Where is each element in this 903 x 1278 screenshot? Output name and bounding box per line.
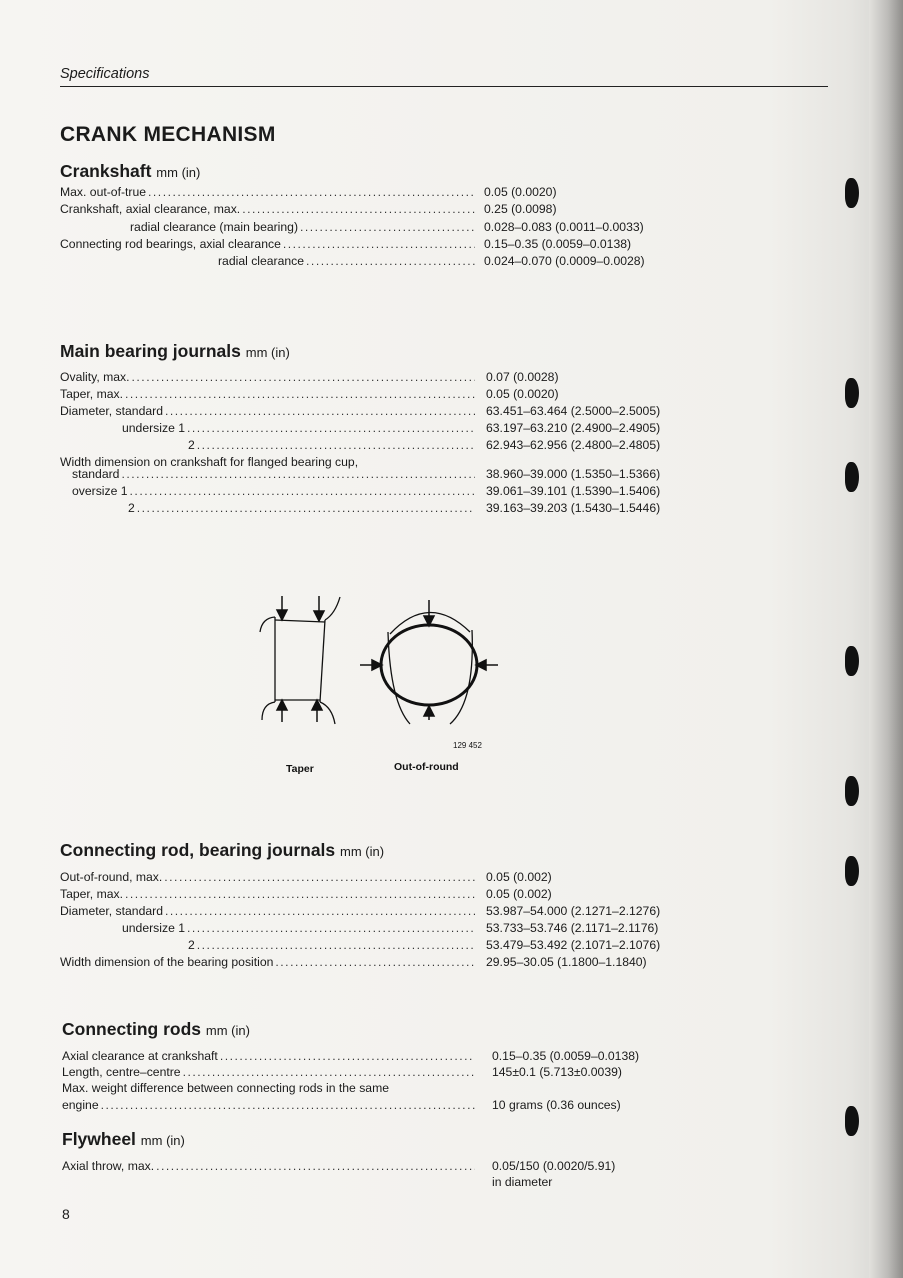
spec-row: 2 ..... <box>188 437 475 453</box>
spec-value: 0.15–0.35 (0.0059–0.0138) <box>484 237 632 251</box>
spec-value: 0.05 (0.0020) <box>484 185 557 199</box>
spec-value: 53.987–54.000 (2.1271–2.1276) <box>486 904 661 918</box>
spec-value: 0.05 (0.002) <box>486 870 552 884</box>
spec-value: 0.024–0.070 (0.0009–0.0028) <box>484 254 645 268</box>
conrods-heading: Connecting rods mm (in) <box>62 1019 250 1039</box>
spec-row: Taper, max. ..... <box>60 386 475 402</box>
binder-hole <box>845 378 859 408</box>
spec-row: Max. out-of-true ..... <box>60 184 475 200</box>
spec-row: Taper, max. ..... <box>60 886 475 902</box>
spec-value: 0.15–0.35 (0.0059–0.0138) <box>492 1049 640 1063</box>
taper-label: Taper <box>286 763 314 775</box>
binder-hole <box>845 776 859 806</box>
weight-heading: Max. weight difference between connecting rods in the same <box>62 1081 389 1095</box>
spec-value: 0.05/150 (0.0020/5.91) <box>492 1159 616 1173</box>
flywheel-heading: Flywheel mm (in) <box>62 1129 185 1149</box>
out-of-round-label: Out-of-round <box>394 761 459 773</box>
spec-row: Width dimension of the bearing position ..... <box>60 954 475 970</box>
spec-value: 10 grams (0.36 ounces) <box>492 1098 621 1112</box>
crankshaft-heading: Crankshaft mm (in) <box>60 161 201 181</box>
binder-hole <box>845 178 859 208</box>
spec-value: 0.05 (0.0020) <box>486 387 559 401</box>
spec-value: 63.197–63.210 (2.4900–2.4905) <box>486 421 661 435</box>
spec-row: 2 ..... <box>128 500 475 516</box>
spec-value: 0.25 (0.0098) <box>484 202 557 216</box>
spec-value: 29.95–30.05 (1.1800–1.1840) <box>486 955 647 969</box>
spec-value: 0.028–0.083 (0.0011–0.0033) <box>484 220 644 234</box>
spec-value: 53.733–53.746 (2.1171–2.1176) <box>486 921 659 935</box>
spec-row: Axial clearance at crankshaft ..... <box>62 1048 475 1064</box>
spec-row: engine ..... <box>62 1097 475 1113</box>
spec-value: 0.07 (0.0028) <box>486 370 559 384</box>
spec-row: oversize 1 ..... <box>72 483 475 499</box>
spec-value: 62.943–62.956 (2.4800–2.4805) <box>486 438 661 452</box>
spec-value: 39.061–39.101 (1.5390–1.5406) <box>486 484 661 498</box>
spec-row: radial clearance (main bearing) ..... <box>130 219 475 235</box>
page-title: CRANK MECHANISM <box>60 123 276 146</box>
spec-value: 38.960–39.000 (1.5350–1.5366) <box>486 467 661 481</box>
width-heading: Width dimension on crankshaft for flanged bearing cup, <box>60 455 359 469</box>
binder-hole <box>845 646 859 676</box>
main-bearing-heading: Main bearing journals mm (in) <box>60 341 290 361</box>
spec-value: 145±0.1 (5.713±0.0039) <box>492 1065 622 1079</box>
spec-value-note: in diameter <box>492 1175 553 1189</box>
section-header: Specifications <box>60 66 150 82</box>
spec-row: 2 ..... <box>188 937 475 953</box>
spec-row: undersize 1 ..... <box>122 920 475 936</box>
spec-row: Diameter, standard ..... <box>60 903 475 919</box>
figure-ref: 129 452 <box>453 741 482 750</box>
binder-hole <box>845 462 859 492</box>
spec-value: 63.451–63.464 (2.5000–2.5005) <box>486 404 661 418</box>
spec-row: Length, centre–centre ..... <box>62 1064 475 1080</box>
spec-row: standard ..... <box>72 466 475 482</box>
spec-row: Diameter, standard ..... <box>60 403 475 419</box>
page-edge-shadow <box>869 0 903 1278</box>
taper-out-of-round-figure <box>240 592 510 782</box>
binder-hole <box>845 856 859 886</box>
conrod-journals-heading: Connecting rod, bearing journals mm (in) <box>60 840 385 860</box>
header-divider <box>60 86 828 87</box>
spec-value: 53.479–53.492 (2.1071–2.1076) <box>486 938 661 952</box>
spec-row: Crankshaft, axial clearance, max. ..... <box>60 201 475 217</box>
spec-row: Ovality, max. ..... <box>60 369 475 385</box>
binder-hole <box>845 1106 859 1136</box>
page-number: 8 <box>62 1206 70 1222</box>
spec-value: 39.163–39.203 (1.5430–1.5446) <box>486 501 661 515</box>
spec-row: radial clearance ..... <box>218 253 475 269</box>
spec-row: Out-of-round, max. ..... <box>60 869 475 885</box>
spec-row: Axial throw, max. ..... <box>62 1158 475 1174</box>
spec-value: 0.05 (0.002) <box>486 887 552 901</box>
spec-row: Connecting rod bearings, axial clearance ..... <box>60 236 475 252</box>
spec-row: undersize 1 ..... <box>122 420 475 436</box>
